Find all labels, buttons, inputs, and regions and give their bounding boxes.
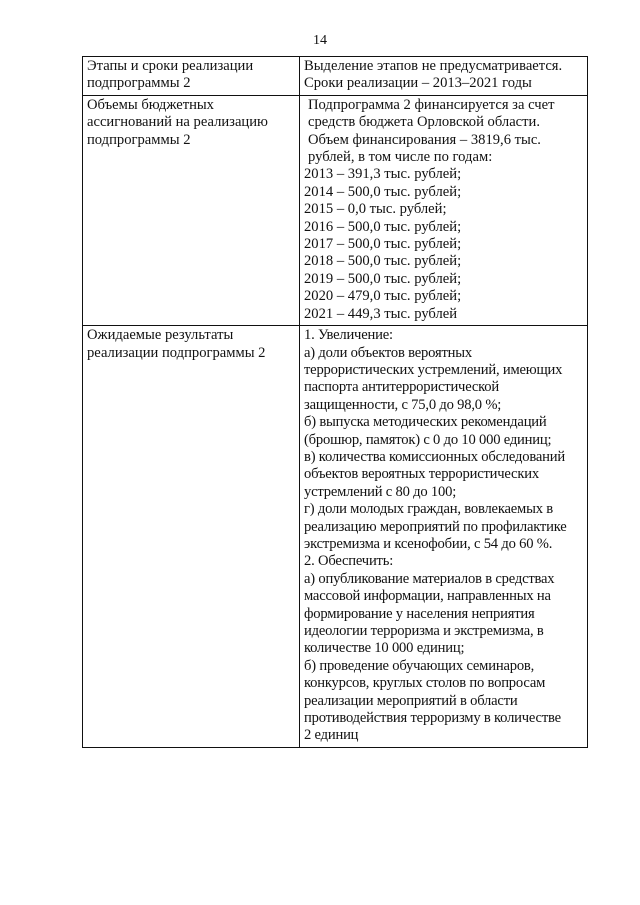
label-line: Объемы бюджетных	[87, 96, 214, 113]
table-row-results	[83, 326, 588, 748]
row-content-results	[300, 326, 588, 748]
budget-year-line: 2018 – 500,0 тыс. рублей;	[304, 253, 462, 270]
row-label-results	[83, 326, 300, 748]
content-line: рублей, в том числе по годам:	[308, 149, 493, 166]
content-line: в) количества комиссионных обследований	[304, 448, 565, 465]
table-row-budget	[83, 95, 588, 325]
label-line: Ожидаемые результаты	[87, 327, 234, 344]
content-line: 2 единиц	[304, 727, 359, 744]
content-line: объектов вероятных террористических	[304, 466, 539, 483]
content-line: экстремизма и ксенофобии, с 54 до 60 %.	[304, 535, 553, 552]
content-line: средств бюджета Орловской области.	[308, 114, 540, 131]
content-line: защищенности, с 75,0 до 98,0 %;	[304, 396, 502, 413]
content-line: Объем финансирования – 3819,6 тыс.	[308, 131, 541, 148]
content-line: идеологии терроризма и экстремизма, в	[304, 623, 544, 639]
label-line: реализации подпрограммы 2	[87, 344, 266, 361]
content-line: формирование у населения неприятия	[304, 605, 535, 622]
row-label-stages	[83, 57, 300, 96]
budget-year-line: 2016 – 500,0 тыс. рублей;	[304, 218, 462, 235]
content-line: б) проведение обучающих семинаров,	[304, 657, 535, 674]
content-line: 2. Обеспечить:	[304, 553, 394, 570]
page-number: 14	[313, 33, 327, 48]
row-label-budget	[83, 95, 300, 325]
row-content-stages	[300, 57, 588, 96]
budget-year-line: 2015 – 0,0 тыс. рублей;	[304, 201, 447, 218]
content-line: количестве 10 000 единиц;	[304, 640, 465, 657]
row-content-budget	[300, 95, 588, 325]
content-line: реализацию мероприятий по профилактике	[304, 518, 567, 535]
content-line: паспорта антитеррористической	[304, 379, 499, 396]
content-line: Выделение этапов не предусматривается.	[304, 58, 563, 74]
content-line: реализации мероприятий в области	[304, 692, 518, 709]
table-row-stages	[83, 57, 588, 96]
content-line: (брошюр, памяток) с 0 до 10 000 единиц;	[304, 431, 552, 448]
content-line: а) опубликование материалов в средствах	[304, 570, 555, 587]
budget-year-line: 2013 – 391,3 тыс. рублей;	[304, 166, 462, 183]
label-line: подпрограммы 2	[87, 131, 191, 148]
budget-year-line: 2020 – 479,0 тыс. рублей;	[304, 288, 462, 305]
subprogram-passport-table	[82, 56, 588, 748]
content-line: противодействия терроризму в количестве	[304, 710, 561, 727]
budget-year-line: 2021 – 449,3 тыс. рублей	[304, 305, 458, 322]
label-line: ассигнований на реализацию	[87, 114, 268, 131]
budget-year-line: 2017 – 500,0 тыс. рублей;	[304, 236, 462, 253]
content-line: конкурсов, круглых столов по вопросам	[304, 675, 546, 692]
content-line: устремлений с 80 до 100;	[304, 483, 457, 500]
label-line: подпрограммы 2	[87, 75, 191, 92]
content-line: б) выпуска методических рекомендаций	[304, 414, 547, 431]
budget-year-line: 2014 – 500,0 тыс. рублей;	[304, 183, 462, 200]
content-line: а) доли объектов вероятных	[304, 344, 472, 361]
content-line: г) доли молодых граждан, вовлекаемых в	[304, 501, 553, 518]
content-line: массовой информации, направленных на	[304, 588, 551, 605]
content-line: террористических устремлений, имеющих	[304, 361, 563, 378]
budget-year-line: 2019 – 500,0 тыс. рублей;	[304, 270, 462, 287]
content-line: Сроки реализации – 2013–2021 годы	[304, 75, 532, 92]
content-line: 1. Увеличение:	[304, 327, 393, 344]
label-line: Этапы и сроки реализации	[87, 58, 254, 74]
content-line: Подпрограмма 2 финансируется за счет	[308, 96, 555, 113]
